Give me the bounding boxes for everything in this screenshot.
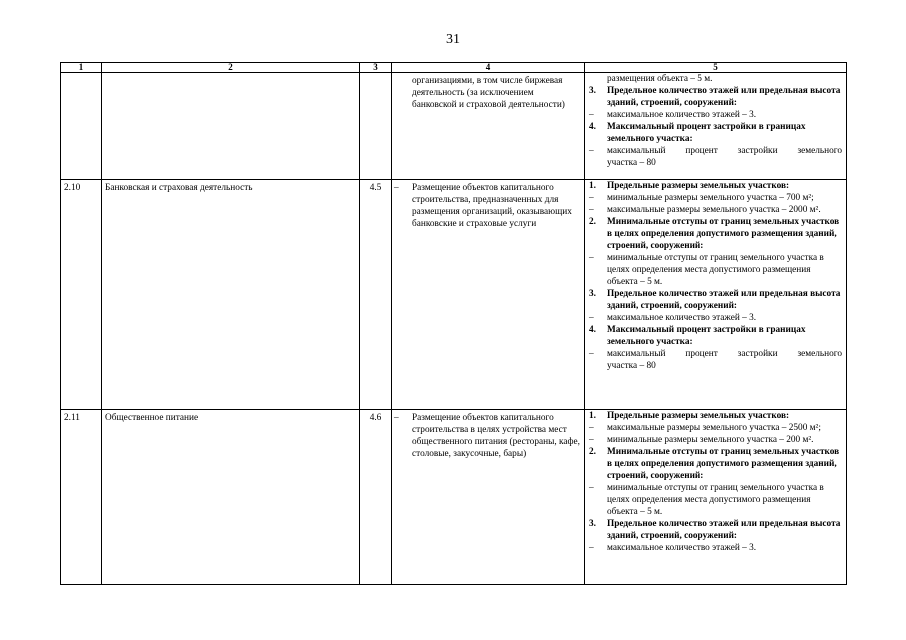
row-name: Банковская и страховая деятельность: [102, 180, 360, 410]
parameter-item: [589, 348, 842, 360]
parameter-text: Максимальный процент застройки в границах земельного участка:: [607, 122, 806, 144]
row-description: [392, 73, 585, 180]
parameter-marker: 3.: [589, 519, 596, 529]
parameter-marker: 1.: [589, 411, 596, 421]
parameter-heading: [589, 121, 842, 145]
parameter-text: Предельные размеры земельных участков:: [607, 181, 790, 191]
parameter-item: [589, 109, 842, 121]
description-dash: [394, 75, 412, 111]
row-code: [61, 73, 102, 180]
table-row: [61, 73, 847, 180]
column-header: 1: [61, 63, 102, 73]
parameter-item: [589, 482, 842, 518]
column-header: 2: [102, 63, 360, 73]
parameter-heading: [589, 216, 842, 252]
parameter-text: максимальные размеры земельного участка – 2500 м²;: [607, 423, 821, 433]
row-kod: [360, 73, 392, 180]
row-kod: 4.6: [360, 410, 392, 585]
parameter-marker: –: [589, 193, 594, 203]
parameter-marker: –: [589, 205, 594, 215]
row-name: Общественное питание: [102, 410, 360, 585]
parameter-item: [589, 542, 842, 554]
parameter-text: участка – 80: [607, 158, 656, 168]
parameter-item: [589, 192, 842, 204]
parameter-text: Предельное количество этажей или предельная высота зданий, строений, сооружений:: [607, 519, 841, 541]
parameter-item: [589, 252, 842, 288]
parameter-item: [589, 145, 842, 157]
row-kod: 4.5: [360, 180, 392, 410]
parameter-text: максимальное количество этажей – 3.: [607, 543, 757, 553]
parameter-marker: 1.: [589, 181, 596, 191]
row-description: [392, 180, 585, 410]
parameter-heading: [589, 180, 842, 192]
parameter-text: минимальные размеры земельного участка – 200 м².: [607, 435, 814, 445]
parameter-marker: 4.: [589, 122, 596, 132]
parameter-text: Максимальный процент застройки в границах земельного участка:: [607, 325, 806, 347]
parameter-text: Предельное количество этажей или предельная высота зданий, строений, сооружений:: [607, 86, 841, 108]
parameter-item: [589, 73, 842, 85]
parameter-text: размещения объекта – 5 м.: [607, 74, 713, 84]
parameter-marker: –: [589, 146, 594, 156]
parameter-marker: 3.: [589, 86, 596, 96]
parameter-item: [589, 157, 842, 169]
parameter-item: [589, 312, 842, 324]
parameter-marker: –: [589, 435, 594, 445]
parameter-heading: [589, 446, 842, 482]
parameter-marker: –: [589, 110, 594, 120]
parameter-marker: –: [589, 423, 594, 433]
row-parameters: [585, 73, 847, 180]
row-name: [102, 73, 360, 180]
description-dash: –: [394, 413, 399, 423]
column-header: 3: [360, 63, 392, 73]
parameter-text: максимальный процент застройки земельного: [607, 146, 842, 156]
parameter-text: максимальный процент застройки земельного: [607, 349, 842, 359]
parameter-text: Минимальные отступы от границ земельных участков в целях определения допустимого размещения зданий, строений, сооружений:: [607, 217, 840, 251]
parameter-heading: [589, 518, 842, 542]
parameter-heading: [589, 288, 842, 312]
parameter-marker: –: [589, 543, 594, 553]
land-use-table: [60, 62, 847, 585]
parameter-marker: 3.: [589, 289, 596, 299]
parameter-marker: 2.: [589, 447, 596, 457]
parameter-item: [589, 360, 842, 372]
parameter-heading: [589, 324, 842, 348]
description-dash: –: [394, 183, 399, 193]
parameter-item: [589, 434, 842, 446]
parameter-text: Предельное количество этажей или предельная высота зданий, строений, сооружений:: [607, 289, 841, 311]
description-text: Размещение объектов капитального строительства в целях устройства мест общественного питания (рестораны, кафе, столовые, закусочные, бары): [412, 413, 580, 459]
row-code: 2.10: [61, 180, 102, 410]
parameter-heading: [589, 410, 842, 422]
description-text: Размещение объектов капитального строительства, предназначенных для размещения организаций, оказывающих банковские и страховые услуги: [412, 183, 572, 229]
parameter-marker: –: [589, 253, 594, 263]
row-parameters: [585, 410, 847, 585]
row-description: [392, 410, 585, 585]
table-header-row: [61, 63, 847, 73]
row-code: 2.11: [61, 410, 102, 585]
parameter-marker: 4.: [589, 325, 596, 335]
parameter-text: участка – 80: [607, 361, 656, 371]
table-row: [61, 180, 847, 410]
parameter-heading: [589, 85, 842, 109]
parameter-text: минимальные размеры земельного участка – 700 м²;: [607, 193, 814, 203]
parameter-marker: –: [589, 349, 594, 359]
parameter-text: Предельные размеры земельных участков:: [607, 411, 790, 421]
parameter-item: [589, 422, 842, 434]
parameter-text: Минимальные отступы от границ земельных участков в целях определения допустимого размещения зданий, строений, сооружений:: [607, 447, 840, 481]
parameter-text: максимальное количество этажей – 3.: [607, 110, 757, 120]
parameter-text: минимальные отступы от границ земельного участка в целях определения места допустимого размещения объекта – 5 м.: [607, 253, 824, 287]
parameter-item: [589, 204, 842, 216]
parameter-text: максимальное количество этажей – 3.: [607, 313, 757, 323]
parameter-text: максимальные размеры земельного участка – 2000 м².: [607, 205, 821, 215]
page-number: 31: [446, 32, 460, 47]
column-header: 4: [392, 63, 585, 73]
description-text: организациями, в том числе биржевая деятельность (за исключением банковской и страховой деятельности): [412, 76, 565, 110]
parameter-text: минимальные отступы от границ земельного участка в целях определения места допустимого размещения объекта – 5 м.: [607, 483, 824, 517]
parameter-marker: 2.: [589, 217, 596, 227]
table-row: [61, 410, 847, 585]
parameter-marker: –: [589, 483, 594, 493]
column-header: 5: [585, 63, 847, 73]
row-parameters: [585, 180, 847, 410]
parameter-marker: –: [589, 313, 594, 323]
